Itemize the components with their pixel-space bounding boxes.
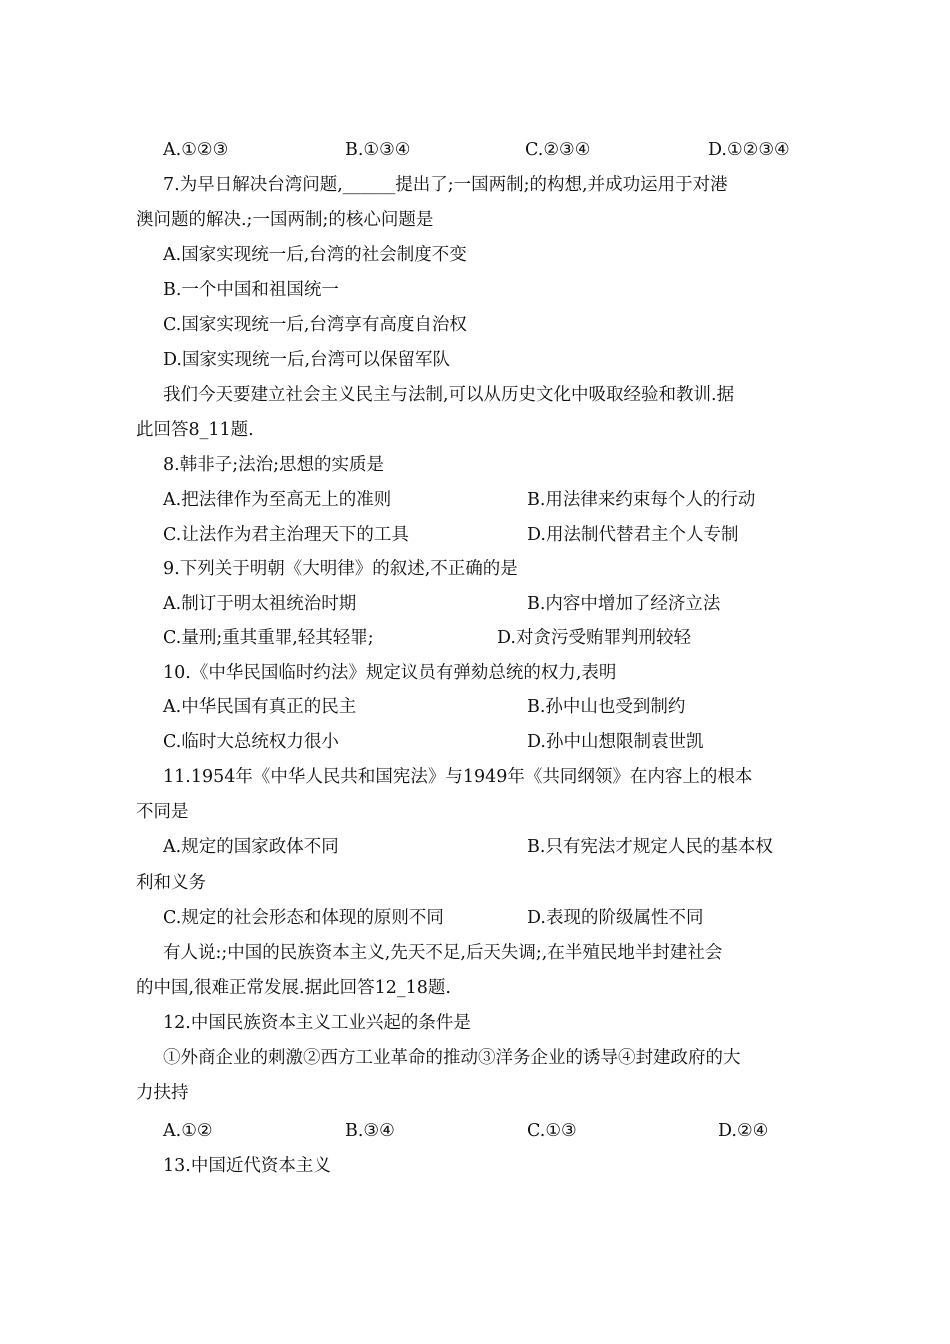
q9-options-row1 [163, 587, 843, 621]
q10-option-a: A.中华民国有真正的民主 [163, 697, 357, 717]
q12-option-c: C.①③ [527, 1121, 577, 1141]
q11-option-d: D.表现的阶级属性不同 [527, 908, 704, 928]
q6-option-a: A.①②③ [163, 140, 229, 160]
q9-stem: 9.下列关于明朝《大明律》的叙述,不正确的是 [163, 559, 518, 579]
q10-stem: 10.《中华民国临时约法》规定议员有弹劾总统的权力,表明 [163, 663, 617, 683]
material2-line1: 有人说:;中国的民族资本主义,先天不足,后天失调;,在半殖民地半封建社会 [163, 943, 723, 963]
q11-stem-line1: 11.1954年《中华人民共和国宪法》与1949年《共同纲领》在内容上的根本 [163, 767, 753, 787]
q12-options-row [163, 1114, 843, 1148]
q11-option-c: C.规定的社会形态和体现的原则不同 [163, 908, 444, 928]
q7-option-d: D.国家实现统一后,台湾可以保留军队 [163, 350, 451, 370]
q7-stem-line2: 澳问题的解决.;一国两制;的核心问题是 [136, 210, 434, 230]
q6-option-d: D.①②③④ [708, 140, 790, 160]
q12-items-line2: 力扶持 [136, 1083, 189, 1103]
q10-option-c: C.临时大总统权力很小 [163, 732, 339, 752]
q12-option-a: A.①② [163, 1121, 213, 1141]
q7-option-a: A.国家实现统一后,台湾的社会制度不变 [163, 245, 467, 265]
material1-line1: 我们今天要建立社会主义民主与法制,可以从历史文化中吸取经验和教训.据 [163, 385, 735, 405]
q6-option-c: C.②③④ [525, 140, 591, 160]
q10-options-row2 [163, 725, 843, 759]
q7-option-c: C.国家实现统一后,台湾享有高度自治权 [163, 315, 467, 335]
q11-options-row1 [163, 830, 843, 864]
q12-option-d: D.②④ [718, 1121, 769, 1141]
q7-stem-line1: 7.为早日解决台湾问题,______提出了;一国两制;的构想,并成功运用于对港 [163, 175, 728, 195]
q9-option-b: B.内容中增加了经济立法 [527, 594, 721, 614]
q11-options-row2 [163, 901, 843, 935]
q11-option-a: A.规定的国家政体不同 [163, 837, 339, 857]
q6-options-row [163, 133, 843, 167]
q8-option-c: C.让法作为君主治理天下的工具 [163, 525, 409, 545]
q9-option-a: A.制订于明太祖统治时期 [163, 594, 357, 614]
q7-option-b: B.一个中国和祖国统一 [163, 280, 339, 300]
q10-option-b: B.孙中山也受到制约 [527, 697, 686, 717]
q12-option-b: B.③④ [345, 1121, 395, 1141]
q9-options-row2 [163, 621, 843, 655]
material2-line2: 的中国,很难正常发展.据此回答12_18题. [136, 978, 451, 998]
q8-option-a: A.把法律作为至高无上的准则 [163, 490, 392, 510]
q13-stem: 13.中国近代资本主义 [163, 1156, 331, 1176]
q9-option-c: C.量刑;重其重罪,轻其轻罪; [163, 628, 374, 648]
q8-options-row1 [163, 483, 843, 517]
q6-option-b: B.①③④ [345, 140, 411, 160]
q11-option-b: B.只有宪法才规定人民的基本权 [527, 837, 773, 857]
q8-stem: 8.韩非子;法治;思想的实质是 [163, 455, 384, 475]
q11-option-b-continued: 利和义务 [136, 873, 206, 893]
q11-stem-line2: 不同是 [136, 802, 189, 822]
q12-stem: 12.中国民族资本主义工业兴起的条件是 [163, 1013, 471, 1033]
material1-line2: 此回答8_11题. [136, 420, 254, 440]
q8-option-d: D.用法制代替君主个人专制 [527, 525, 739, 545]
q9-option-d: D.对贪污受贿罪判刑较轻 [497, 628, 691, 648]
q8-options-row2 [163, 518, 843, 552]
q12-items-line1: ①外商企业的刺激②西方工业革命的推动③洋务企业的诱导④封建政府的大 [163, 1048, 741, 1068]
q10-options-row1 [163, 690, 843, 724]
q10-option-d: D.孙中山想限制袁世凯 [527, 732, 704, 752]
q8-option-b: B.用法律来约束每个人的行动 [527, 490, 756, 510]
